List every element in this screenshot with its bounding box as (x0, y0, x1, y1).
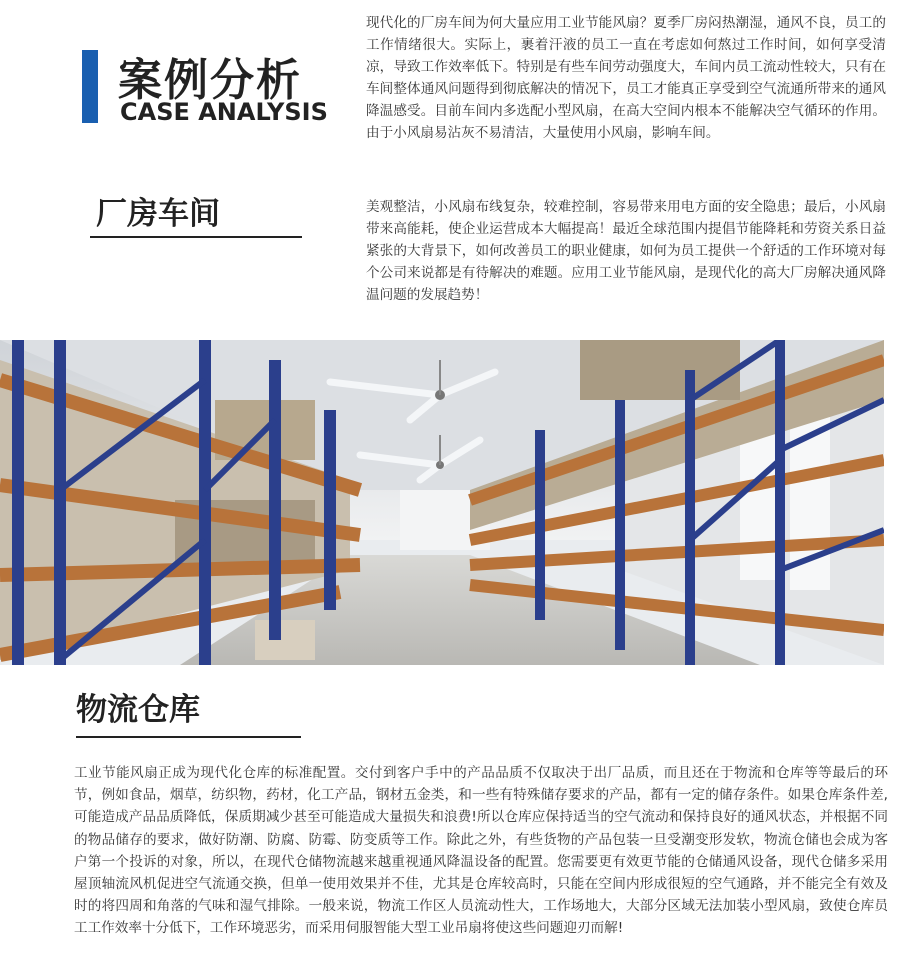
factory-paragraph-2: 美观整洁，小风扇布线复杂，较难控制，容易带来用电方面的安全隐患；最后，小风扇带来高能耗，使企业运营成本大幅提高！最近全球范围内提倡节能降耗和劳资关系日益紧张的大背景下，如何改善员工的职业健康，如何为员工提供一个舒适的工作环境对每个公司来说都是有待解决的难题。应用工业节能风扇，是现代化的高大厂房解决通风降温问题的发展趋势！ (366, 199, 886, 303)
page-title: 案例分析 (118, 55, 302, 106)
page-subtitle: CASE ANALYSIS (120, 98, 328, 126)
title-accent-bar (82, 50, 98, 123)
factory-paragraph-1: 现代化的厂房车间为何大量应用工业节能风扇？夏季厂房闷热潮湿，通风不良，员工的工作情绪很大。实际上，裹着汗液的员工一直在考虑如何熬过工作时间，如何享受清凉，导致工作效率低下。特别是有些车间劳动强度大，车间内员工流动性较大，只有在车间整体通风问题得到彻底解决的情况下，员工才能真正享受到空气流通所带来的通风降温感受。目前车间内多选配小型风扇，在高大空间内根本不能解决空气循环的作用。由于小风扇易沾灰不易清洁，大量使用小风扇，影响车间。 (366, 15, 886, 141)
factory-section-title: 厂房车间 (96, 196, 220, 232)
factory-title-underline (90, 236, 302, 238)
warehouse-title-underline (76, 736, 301, 738)
warehouse-paragraph: 工业节能风扇正成为现代化仓库的标准配置。交付到客户手中的产品品质不仅取决于出厂品质，而且还在于物流和仓库等等最后的环节，例如食品，烟草，纺织物，药材，化工产品，钢材五金类，和一些有特殊储存要求的产品，都有一定的储存条件。如果仓库条件差,可能造成产品品质降低，保质期减少甚至可能造成大量损失和浪费!所以仓库应保持适当的空气流动和保持良好的通风状态，并根据不同的物品储存的要求，做好防潮、防腐、防霉、防变质等工作。除此之外，有些货物的产品包装一旦受潮变形发软，物流仓储也会成为客户第一个投诉的对象，所以，在现代仓储物流越来越重视通风降温设备的配置。您需要更有效更节能的仓储通风设备，现代仓储多采用屋顶轴流风机促进空气流通交换，但单一使用效果并不佳，尤其是仓库较高时，只能在空间内形成很短的空气通路，并不能完全有效及时的将四周和角落的气味和湿气排除。一般来说，物流工作区人员流动性大，工作场地大，大部分区域无法加装小型风扇，致使仓库员工工作效率十分低下，工作环境恶劣，而采用伺服智能大型工业吊扇将使这些问题迎刃而解! (74, 765, 888, 937)
warehouse-photo (0, 340, 884, 665)
warehouse-section-title: 物流仓库 (76, 692, 200, 728)
